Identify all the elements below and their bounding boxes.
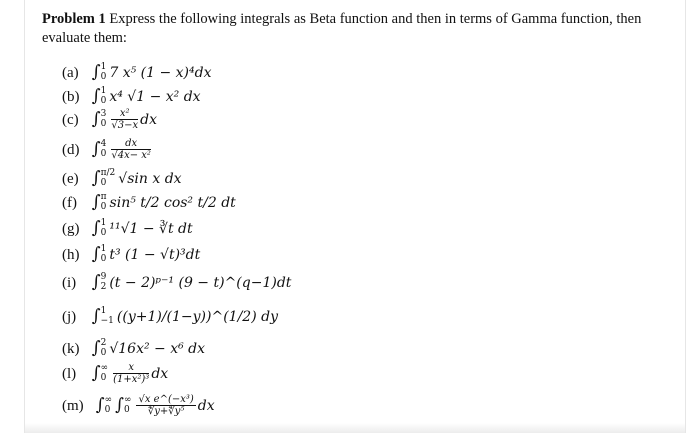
fraction: [113, 362, 149, 385]
integrand: sin⁵ t/2 cos² t/2 dt: [109, 195, 236, 211]
integrand: ((y+1)/(1−y))^(1/2) dy: [116, 309, 278, 325]
integrand: ¹¹√1 − ∛t dt: [109, 221, 193, 237]
differential: dx: [197, 397, 215, 414]
integrand: √sin x dx: [118, 171, 182, 187]
integrand: x⁴ √1 − x² dx: [109, 89, 201, 105]
upper-limit: 9: [100, 272, 107, 282]
problem-label-g: (g): [62, 221, 80, 237]
problem-label-d: (d): [62, 141, 80, 158]
problem-label-b: (b): [62, 89, 80, 105]
problem-j: (j) ∫ 1 −1 ((y+1)/(1−y))^(1/2) dy: [62, 306, 278, 326]
fraction: [111, 138, 151, 161]
upper-limit: 1: [100, 86, 107, 96]
upper-limit: π/2: [100, 168, 116, 178]
lower-limit: 0: [100, 178, 107, 188]
problem-label-c: (c): [62, 111, 79, 128]
upper-limit: 1: [100, 306, 107, 316]
upper-limit: 2: [100, 338, 107, 348]
problem-label-a: (a): [62, 65, 79, 81]
problem-instruction: Express the following integrals as Beta function and then in terms of Gamma function, then evaluate them:: [42, 11, 642, 46]
lower-limit: 0: [100, 118, 107, 129]
lower-limit: 0: [100, 348, 107, 358]
problem-c: (c) ∫ 3 0 $\frac{\text{x²}}{√3-x}$ dx: [62, 108, 157, 131]
problem-l: (l) ∫ ∞ 0 $\frac{x}{\text{(1+x²)³}}$ dx: [62, 362, 169, 385]
numerator: x: [113, 362, 149, 374]
fraction: [111, 108, 138, 131]
problem-a: (a) ∫ 1 0 7 x⁵ (1 − x)⁴dx: [62, 62, 212, 82]
denominator: √3−x: [111, 120, 139, 131]
lower-limit: 0: [100, 96, 107, 106]
upper-limit: 3: [100, 108, 107, 119]
numerator: dx: [111, 138, 151, 150]
lower-limit: 0: [100, 148, 107, 159]
problem-h: (h) ∫ 1 0 t³ (1 − √t)³dt: [62, 244, 201, 264]
upper-limit: π: [100, 192, 107, 202]
integrand: √16x² − x⁶ dx: [109, 341, 206, 357]
problem-label-f: (f): [62, 195, 77, 211]
upper-limit-2: ∞: [123, 394, 132, 405]
problem-header: [42, 10, 662, 48]
problem-m: (m) ∫ ∞ 0 ∫ ∞ 0 $\frac{\text{√x e\textasciicircum{}(−x³)}}{\text{∜y+∜y⁵}}$ dx: [62, 394, 215, 417]
problem-label-i: (i): [62, 275, 77, 291]
problem-label-e: (e): [62, 171, 79, 187]
differential: dx: [151, 365, 169, 382]
problem-label: Problem 1: [42, 11, 106, 27]
lower-limit: 0: [100, 202, 107, 212]
integrand: (t − 2)ᵖ⁻¹ (9 − t)^(q−1)dt: [109, 275, 292, 291]
problem-label-m: (m): [62, 397, 84, 414]
lower-limit: 0: [100, 254, 107, 264]
denominator: (1+x²)³: [113, 374, 150, 385]
upper-limit: 1: [100, 218, 107, 228]
problem-label-k: (k): [62, 341, 80, 357]
lower-limit: 2: [100, 282, 107, 292]
denominator: ∜y+∜y⁵: [147, 406, 185, 417]
problem-label-h: (h): [62, 247, 80, 263]
problem-b: (b) ∫ 1 0 x⁴ √1 − x² dx: [62, 86, 201, 106]
upper-limit: 4: [100, 138, 107, 149]
lower-limit: 0: [100, 72, 107, 82]
problem-i: (i) ∫ 9 2 (t − 2)ᵖ⁻¹ (9 − t)^(q−1)dt: [62, 272, 292, 292]
problem-g: (g) ∫ 1 0 ¹¹√1 − ∛t dt: [62, 218, 193, 238]
fraction: [136, 394, 195, 417]
problem-label-l: (l): [62, 365, 77, 382]
upper-limit: ∞: [100, 362, 109, 373]
integrand: t³ (1 − √t)³dt: [109, 247, 201, 263]
lower-limit: −1: [100, 316, 114, 326]
lower-limit-2: 0: [123, 404, 130, 415]
upper-limit: ∞: [104, 394, 113, 405]
problem-e: (e) ∫ π/2 0 √sin x dx: [62, 168, 182, 188]
problem-d: (d) ∫ 4 0 $\frac{dx}{\text{√4x− x²}}$: [62, 138, 151, 161]
problem-k: (k) ∫ 2 0 √16x² − x⁶ dx: [62, 338, 206, 358]
upper-limit: 1: [100, 244, 107, 254]
differential: dx: [140, 111, 157, 128]
upper-limit: 1: [100, 62, 107, 72]
numerator: √x e^(−x³): [138, 394, 194, 405]
problem-f: (f) ∫ π 0 sin⁵ t/2 cos² t/2 dt: [62, 192, 236, 212]
denominator: √4x− x²: [111, 150, 151, 161]
integrand: 7 x⁵ (1 − x)⁴dx: [109, 65, 212, 81]
lower-limit: 0: [100, 372, 107, 383]
numerator: x²: [111, 108, 138, 120]
lower-limit: 0: [100, 228, 107, 238]
problem-label-j: (j): [62, 309, 77, 325]
lower-limit: 0: [104, 404, 111, 415]
page-shadow: [25, 423, 685, 433]
